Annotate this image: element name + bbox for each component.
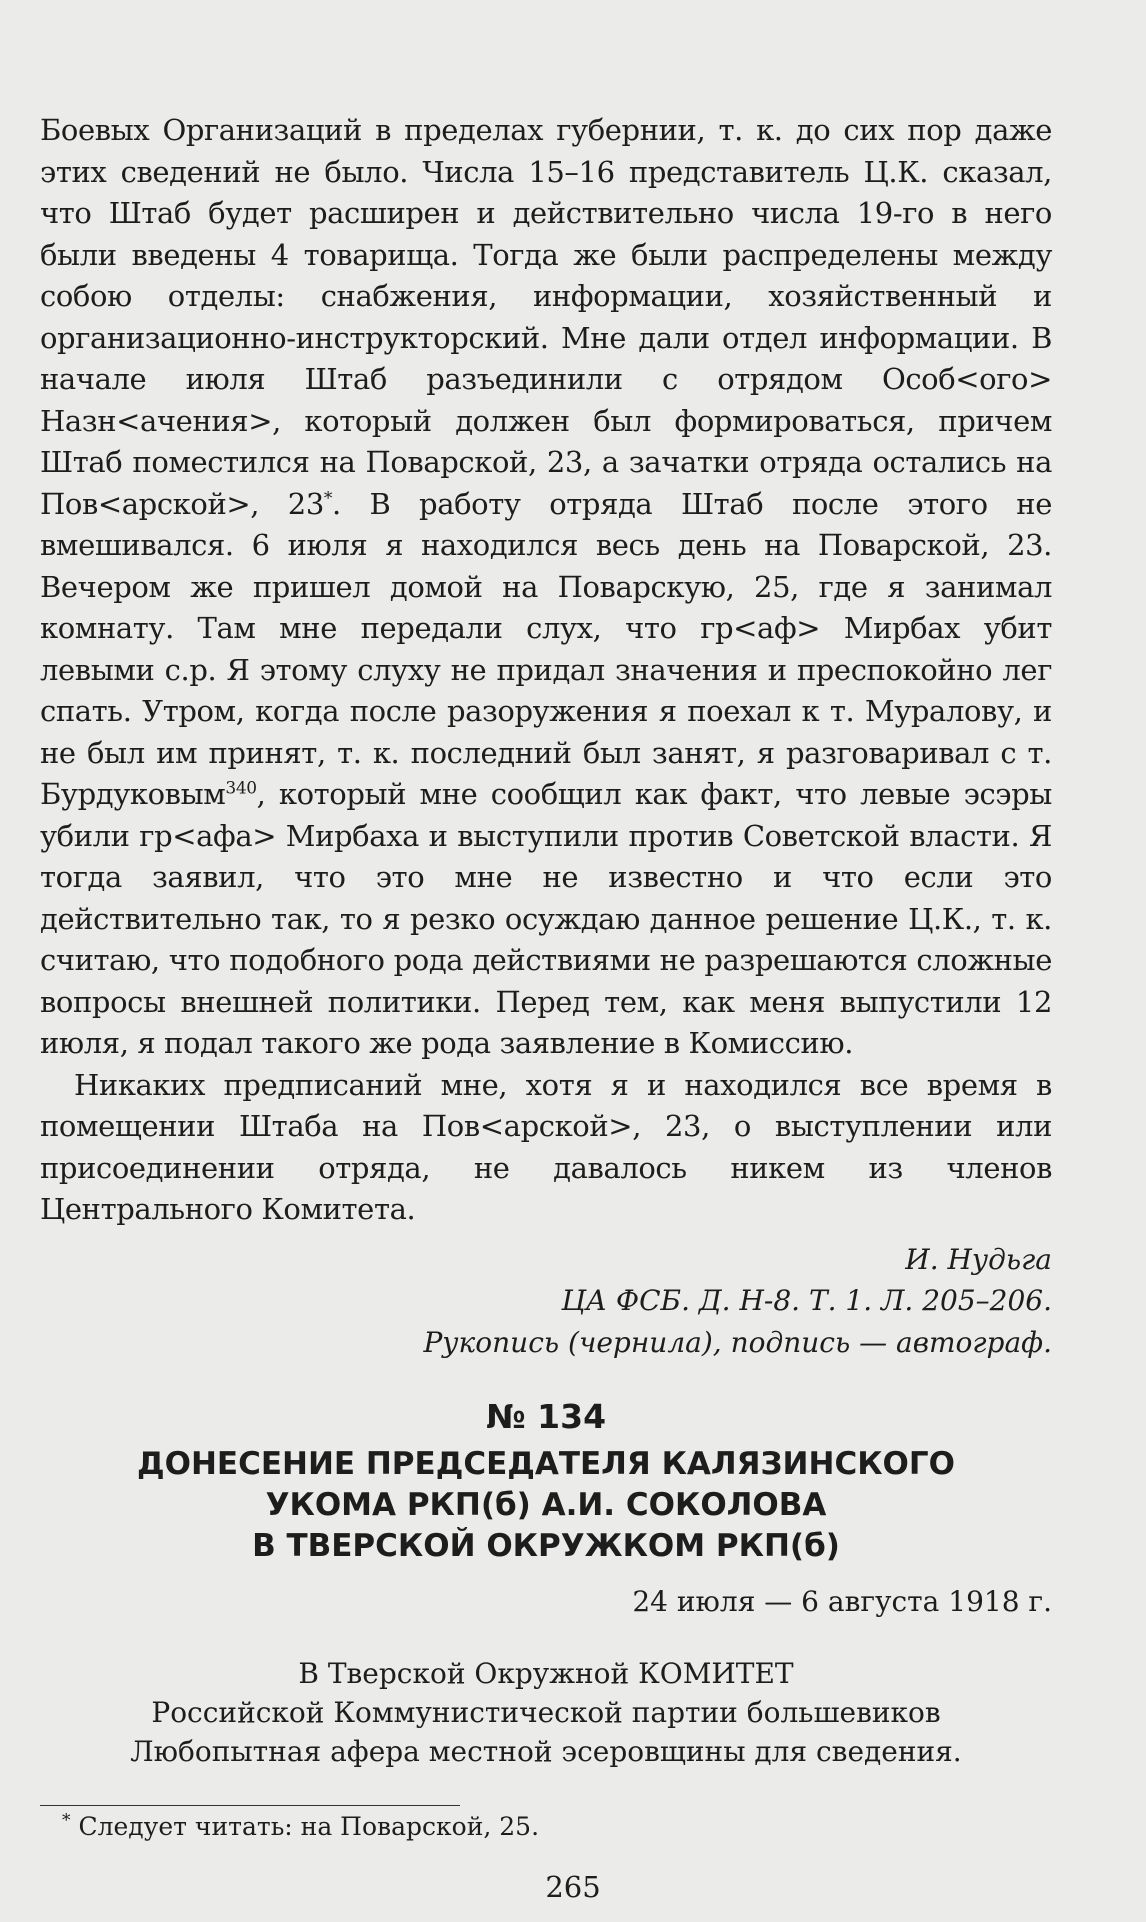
document-date: 24 июля — 6 августа 1918 г. (632, 1585, 1052, 1618)
addressee-line-3: Любопытная афера местной эсеровщины для сведения. (130, 1735, 962, 1768)
signature: И. Нудьга (905, 1242, 1052, 1276)
footnote-divider (40, 1805, 460, 1806)
page-number: 265 (545, 1870, 601, 1904)
document-title-line-3: В ТВЕРСКОЙ ОКРУЖКОМ РКП(б) (252, 1528, 840, 1564)
document-page (40, 110, 1052, 1841)
addressee-line-2: Российской Коммунистической партии большевиков (151, 1696, 941, 1729)
body-text: Боевых Организаций в пределах губернии, т. к. до сих пор даже этих сведений не было. Числа 15–16 представитель Ц.К. сказал, что Штаб будет расширен и действительно числа 19-го в него были введены 4 товарища. Тогда же были распределены между собою отделы: снабжения, информации, хозяйственный и организационно-инструкторский. Мне дали отдел информации. В начале июля Штаб разъединили с отрядом Особ<ого> Назн<ачения>, который должен был формироваться, причем Штаб поместился на Поварской, 23, а зачатки отряда остались на Пов<арской>, 23 (40, 113, 1052, 521)
body-text: , который мне сообщил как факт, что левые эсэры убили гр<афа> Мирбаха и выступили против Советской власти. Я тогда заявил, что это мне не известно и что если это действительно так, то я резко осуждаю данное решение Ц.К., т. к. считаю, что подобного рода действиями не разрешаются сложные вопросы внешней политики. Перед тем, как меня выпустили 12 июля, я подал такого же рода заявление в Комиссию. (40, 777, 1052, 1060)
footnote-marker: * (62, 1810, 71, 1831)
document-number: № 134 (485, 1397, 607, 1436)
body-paragraph (40, 110, 1052, 1065)
footnote-reference: * (323, 487, 332, 508)
archive-reference: ЦА ФСБ. Д. Н-8. Т. 1. Л. 205–206. (561, 1284, 1052, 1317)
addressee-line-1: В Тверской Окружной КОМИТЕТ (298, 1657, 794, 1690)
addressee-block (40, 1654, 1052, 1771)
manuscript-note: Рукопись (чернила), подпись — автограф. (423, 1325, 1052, 1359)
footnote (62, 1812, 1052, 1841)
body-text: . В работу отряда Штаб после этого не вмешивался. 6 июля я находился весь день на Поварской, 23. Вечером же пришел домой на Поварскую, 25, где я занимал комнату. Там мне передали слух, что гр<аф> Мирбах убит левыми с.р. Я этому слуху не придал значения и преспокойно лег спать. Утром, когда после разоружения я поехал к т. Муралову, и не был им принят, т. к. последний был занят, я разговаривал с т. Бурдуковым (40, 486, 1052, 811)
document-title-line-1: ДОНЕСЕНИЕ ПРЕДСЕДАТЕЛЯ КАЛЯЗИНСКОГО (137, 1446, 955, 1482)
document-title-line-2: УКОМА РКП(б) А.И. СОКОЛОВА (265, 1487, 827, 1523)
endnote-reference: 340 (225, 778, 257, 799)
footnote-text: Следует читать: на Поварской, 25. (78, 1812, 540, 1841)
body-paragraph-2: Никаких предписаний мне, хотя я и находился все время в помещении Штаба на Пов<арской>, 23, о выступлении или присоединении отряда, не давалось никем из членов Центрального Комитета. (40, 1067, 1052, 1226)
